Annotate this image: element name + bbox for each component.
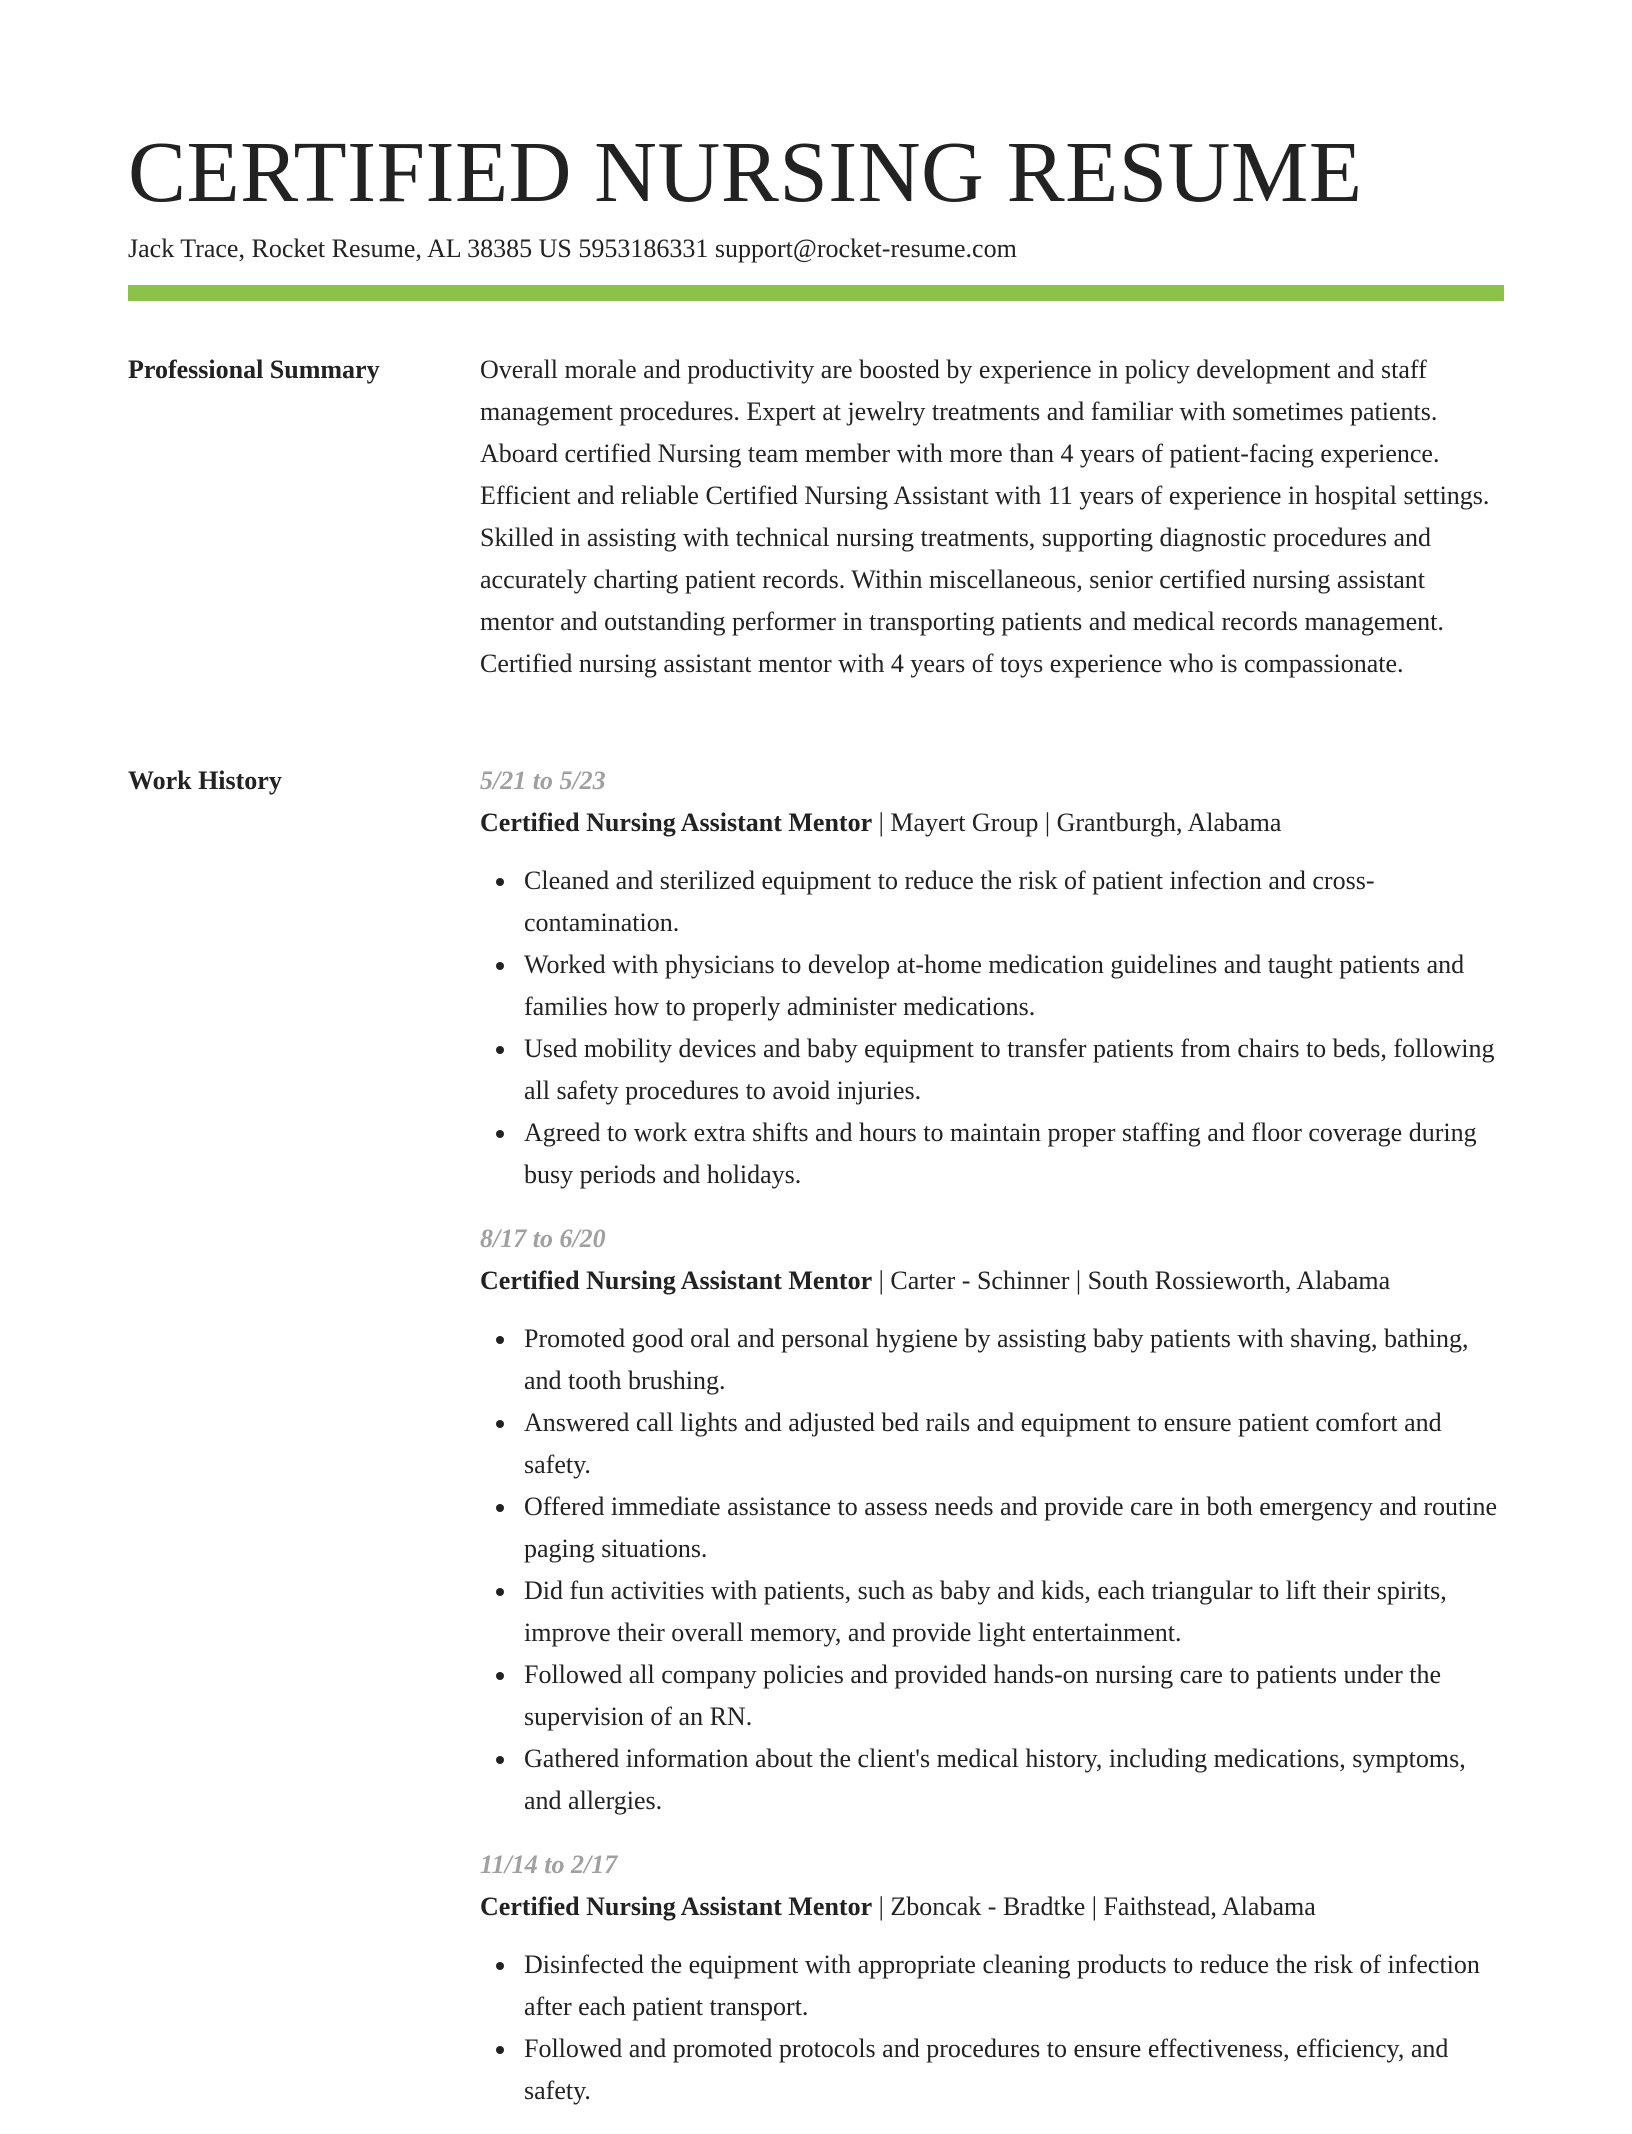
job-bullet: Used mobility devices and baby equipment to transfer patients from chairs to beds, following all safety procedures to avoid injuries. — [524, 1028, 1504, 1112]
job-bullet: Promoted good oral and personal hygiene by assisting baby patients with shaving, bathing, and tooth brushing. — [524, 1318, 1504, 1402]
job-role: Certified Nursing Assistant Mentor — [480, 808, 873, 837]
job-entry — [480, 1844, 1504, 2112]
work-history-heading: Work History — [128, 766, 282, 795]
summary-heading: Professional Summary — [128, 355, 380, 384]
job-bullet: Gathered information about the client's medical history, including medications, symptoms, and allergies. — [524, 1738, 1504, 1822]
resume-title: CERTIFIED NURSING RESUME — [128, 123, 1363, 220]
work-history-body — [480, 760, 1504, 2134]
job-title-line — [480, 1260, 1504, 1302]
job-role: Certified Nursing Assistant Mentor — [480, 1266, 873, 1295]
job-bullet: Followed all company policies and provided hands-on nursing care to patients under the supervision of an RN. — [524, 1654, 1504, 1738]
job-company-location: | Mayert Group | Grantburgh, Alabama — [872, 808, 1282, 837]
job-bullet-list — [480, 860, 1504, 1196]
summary-text: Overall morale and productivity are boosted by experience in policy development and staff management procedures. Expert at jewelry treatments and familiar with sometimes patients. Aboard certified Nursing team member with more than 4 years of patient-facing experience. Efficient and reliable Certified Nursing Assistant with 11 years of experience in hospital settings. Skilled in assisting with technical nursing treatments, supporting diagnostic procedures and accurately charting patient records. Within miscellaneous, senior certified nursing assistant mentor and outstanding performer in transporting patients and medical records management. Certified nursing assistant mentor with 4 years of toys experience who is compassionate. — [480, 355, 1490, 678]
job-bullet-list — [480, 1318, 1504, 1822]
job-dates: 11/14 to 2/17 — [480, 1850, 618, 1879]
job-company-location: | Carter - Schinner | South Rossieworth, Alabama — [872, 1266, 1391, 1295]
job-dates: 5/21 to 5/23 — [480, 766, 606, 795]
job-entry — [480, 760, 1504, 1196]
job-bullet: Answered call lights and adjusted bed rails and equipment to ensure patient comfort and safety. — [524, 1402, 1504, 1486]
job-title-line — [480, 802, 1504, 844]
job-role: Certified Nursing Assistant Mentor — [480, 1892, 873, 1921]
summary-body — [480, 349, 1504, 685]
job-bullet: Followed and promoted protocols and procedures to ensure effectiveness, efficiency, and safety. — [524, 2028, 1504, 2112]
job-bullet: Agreed to work extra shifts and hours to maintain proper staffing and floor coverage during busy periods and holidays. — [524, 1112, 1504, 1196]
job-company-location: | Zboncak - Bradtke | Faithstead, Alabama — [872, 1892, 1316, 1921]
contact-line: Jack Trace, Rocket Resume, AL 38385 US 5953186331 support@rocket-resume.com — [128, 234, 1017, 263]
job-dates: 8/17 to 6/20 — [480, 1224, 606, 1253]
accent-divider — [128, 285, 1504, 301]
job-bullet-list — [480, 1944, 1504, 2112]
job-bullet: Cleaned and sterilized equipment to reduce the risk of patient infection and cross-contamination. — [524, 860, 1504, 944]
job-bullet: Did fun activities with patients, such as baby and kids, each triangular to lift their spirits, improve their overall memory, and provide light entertainment. — [524, 1570, 1504, 1654]
job-bullet: Offered immediate assistance to assess needs and provide care in both emergency and routine paging situations. — [524, 1486, 1504, 1570]
job-entry — [480, 1218, 1504, 1822]
job-title-line — [480, 1886, 1504, 1928]
job-bullet: Disinfected the equipment with appropriate cleaning products to reduce the risk of infection after each patient transport. — [524, 1944, 1504, 2028]
job-bullet: Worked with physicians to develop at-home medication guidelines and taught patients and families how to properly administer medications. — [524, 944, 1504, 1028]
